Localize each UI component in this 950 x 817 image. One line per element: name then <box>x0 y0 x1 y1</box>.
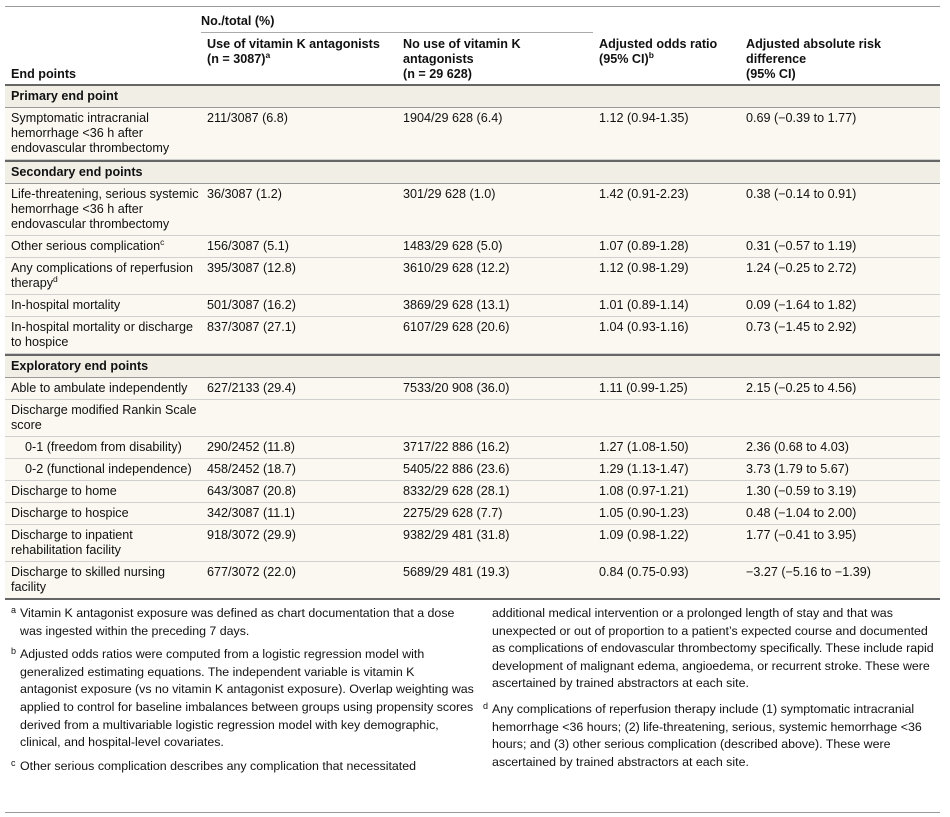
section-primary: Primary end point <box>5 86 940 108</box>
footnote-b: b Adjusted odds ratios were computed from a logistic regression model with generalized estimating equations. The independent variable is vitamin K antagonist exposure (vs no vitamin K antagonist exposure). Overlap weighting was applied to control for baseline imbalances between groups using propensity scores derived from a multivariable logistic regression model with key demographic, clinical, and hospital-level covariates. <box>11 646 474 750</box>
header-group-label: No./total (%) <box>201 14 593 33</box>
footnote-c-continued: additional medical intervention or a prolonged length of stay and that was unexpected or out of proportion to a patient’s expected course and documented as complications of endovascular thrombectomy specifically. These include rapid development of malignant edema, angioedema, or recurrent stroke. These were ascertained by trained abstractors at each site. <box>492 606 934 691</box>
section-secondary: Secondary end points <box>5 160 940 184</box>
table-row: In-hospital mortality or discharge to hospice 837/3087 (27.1) 6107/29 628 (20.6) 1.04 (0.93-1.16) 0.73 (−1.45 to 2.92) <box>5 317 940 354</box>
table-row: Life-threatening, serious systemic hemorrhage <36 h after endovascular thrombectomy 36/3087 (1.2) 301/29 628 (1.0) 1.42 (0.91-2.23) 0.38 (−0.14 to 0.91) <box>5 184 940 236</box>
table-header <box>5 7 940 86</box>
table-row: Any complications of reperfusion therapy$^d$ 395/3087 (12.8) 3610/29 628 (12.2) 1.12 (0.98-1.29) 1.24 (−0.25 to 2.72) <box>5 258 940 295</box>
footnote-a: a Vitamin K antagonist exposure was defined as chart documentation that a dose was ingested within the preceding 7 days. <box>11 605 455 638</box>
footnote-d: d Any complications of reperfusion therapy include (1) symptomatic intracranial hemorrhage <36 hours; (2) life-threatening, serious, systemic hemorrhage <36 hours; and (3) other serious complication (described above). These were ascertained by trained abstractors at each site. <box>483 700 922 769</box>
table-row: 0-2 (functional independence) 458/2452 (18.7) 5405/22 886 (23.6) 1.29 (1.13-1.47) 3.73 (1.79 to 5.67) <box>5 459 940 481</box>
table-row: Able to ambulate independently 627/2133 (29.4) 7533/20 908 (36.0) 1.11 (0.99-1.25) 2.15 (−0.25 to 4.56) <box>5 378 940 400</box>
table-row: Discharge to skilled nursing facility 677/3072 (22.0) 5689/29 481 (19.3) 0.84 (0.75-0.93) −3.27 (−5.16 to −1.39) <box>5 562 940 600</box>
table-row: Discharge to home 643/3087 (20.8) 8332/29 628 (28.1) 1.08 (0.97-1.21) 1.30 (−0.59 to 3.19) <box>5 481 940 503</box>
table-row: Other serious complication$^c$ 156/3087 (5.1) 1483/29 628 (5.0) 1.07 (0.89-1.28) 0.31 (−0.57 to 1.19) <box>5 236 940 258</box>
results-table <box>5 6 940 600</box>
footnote-c: c Other serious complication describes any complication that necessitated <box>11 757 417 773</box>
table-row: Symptomatic intracranial hemorrhage <36 h after endovascular thrombectomy 211/3087 (6.8) 1904/29 628 (6.4) 1.12 (0.94-1.35) 0.69 (−0.39 to 1.77) <box>5 108 940 160</box>
header-no-vka-use: No use of vitamin K antagonists (n = 29 628) <box>403 37 521 81</box>
table-row: In-hospital mortality 501/3087 (16.2) 3869/29 628 (13.1) 1.01 (0.89-1.14) 0.09 (−1.64 to 1.82) <box>5 295 940 317</box>
footnotes <box>5 600 945 781</box>
table-row: Discharge to hospice 342/3087 (11.1) 2275/29 628 (7.7) 1.05 (0.90-1.23) 0.48 (−1.04 to 2.00) <box>5 503 940 525</box>
header-absolute-risk-difference: Adjusted absolute risk difference (95% CI) <box>746 37 882 81</box>
header-vka-use: Use of vitamin K antagonists (n = 3087)$^a$ <box>207 37 380 66</box>
table-row: 0-1 (freedom from disability) 290/2452 (11.8) 3717/22 886 (16.2) 1.27 (1.08-1.50) 2.36 (0.68 to 4.03) <box>5 437 940 459</box>
footnotes-left-column <box>5 605 475 781</box>
header-adjusted-odds-ratio: Adjusted odds ratio (95% CI)$^b$ <box>599 37 718 66</box>
footnotes-right-column <box>475 605 935 781</box>
section-exploratory: Exploratory end points <box>5 354 940 378</box>
bottom-rule <box>5 812 940 813</box>
table-row: Discharge to inpatient rehabilitation facility 918/3072 (29.9) 9382/29 481 (31.8) 1.09 (0.98-1.22) 1.77 (−0.41 to 3.95) <box>5 525 940 562</box>
header-end-points: End points <box>11 67 77 81</box>
table-row: Discharge modified Rankin Scale score <box>5 400 940 437</box>
